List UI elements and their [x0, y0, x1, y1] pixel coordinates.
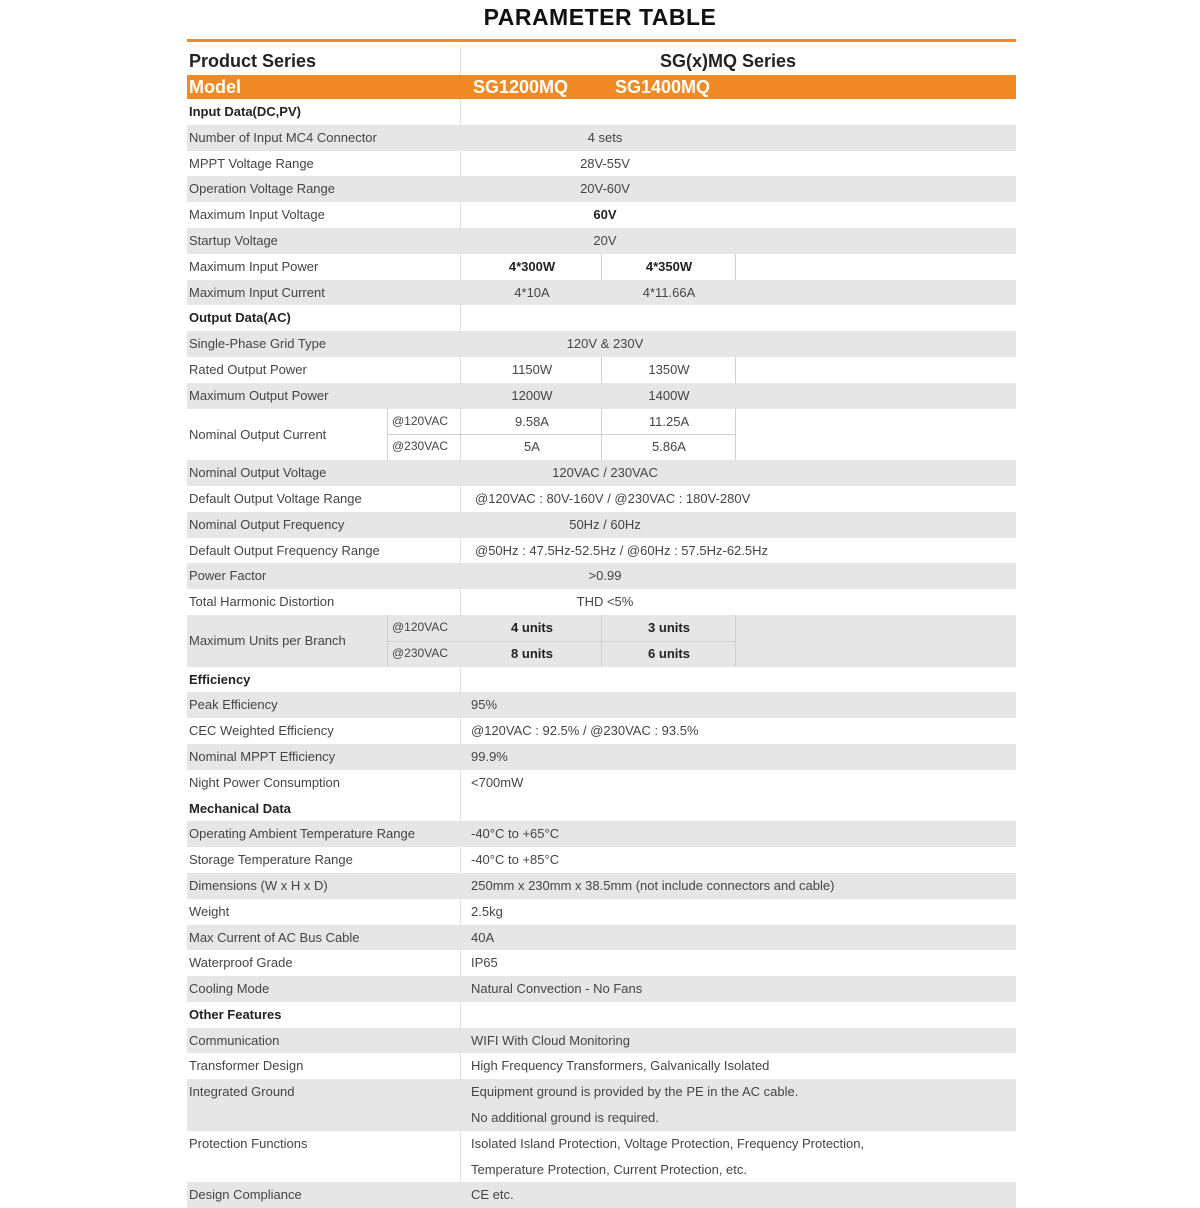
product-series-row — [187, 47, 1016, 75]
row-night-power-consumption: Night Power Consumption <700mW — [187, 770, 1016, 796]
row-total-harmonic-distortion: Total Harmonic Distortion THD <5% — [187, 589, 1016, 615]
row-rated-output-power: Rated Output Power 1150W 1350W — [187, 357, 1016, 383]
model-label: Model — [189, 77, 241, 97]
row-default-output-voltage-range: Default Output Voltage Range @120VAC : 80V-160V / @230VAC : 180V-280V — [187, 486, 1016, 512]
parameter-table — [187, 47, 1016, 1208]
model-sg1200mq: SG1200MQ — [473, 77, 569, 97]
section-input-header: Input Data(DC,PV) — [187, 99, 1016, 125]
row-dimensions: Dimensions (W x H x D) 250mm x 230mm x 38.5mm (not include connectors and cable) — [187, 873, 1016, 899]
row-power-factor: Power Factor >0.99 — [187, 563, 1016, 589]
row-ac-bus-cable: Max Current of AC Bus Cable 40A — [187, 925, 1016, 951]
row-transformer-design: Transformer Design High Frequency Transformers, Galvanically Isolated — [187, 1053, 1016, 1079]
product-series-value: SG(x)MQ Series — [660, 51, 797, 71]
row-operating-temperature: Operating Ambient Temperature Range -40°C to +65°C — [187, 821, 1016, 847]
row-nominal-output-frequency: Nominal Output Frequency 50Hz / 60Hz — [187, 512, 1016, 538]
row-waterproof-grade: Waterproof Grade IP65 — [187, 950, 1016, 976]
model-sg1400mq: SG1400MQ — [615, 77, 711, 97]
row-max-output-power: Maximum Output Power 1200W 1400W — [187, 383, 1016, 409]
row-max-input-current: Maximum Input Current 4*10A 4*11.66A — [187, 280, 1016, 306]
section-mechanical-header: Mechanical Data — [187, 796, 1016, 822]
row-integrated-ground: Integrated Ground Equipment ground is provided by the PE in the AC cable. No additional ground is required. — [187, 1079, 1016, 1131]
row-nominal-output-voltage: Nominal Output Voltage 120VAC / 230VAC — [187, 460, 1016, 486]
row-cec-weighted-efficiency: CEC Weighted Efficiency @120VAC : 92.5% / @230VAC : 93.5% — [187, 718, 1016, 744]
row-max-input-voltage: Maximum Input Voltage 60V — [187, 202, 1016, 228]
row-design-compliance: Design Compliance CE etc. — [187, 1182, 1016, 1208]
title-underline — [187, 39, 1016, 42]
row-default-output-frequency-range: Default Output Frequency Range @50Hz : 47.5Hz-52.5Hz / @60Hz : 57.5Hz-62.5Hz — [187, 538, 1016, 564]
row-mppt-voltage-range: MPPT Voltage Range 28V-55V — [187, 151, 1016, 177]
row-max-units-per-branch: Maximum Units per Branch @120VAC 4 units 3 units @230VAC 8 units 6 units — [187, 615, 1016, 667]
row-max-input-power: Maximum Input Power 4*300W 4*350W — [187, 254, 1016, 280]
product-series-label: Product Series — [189, 51, 317, 71]
model-row — [187, 75, 1016, 99]
row-communication: Communication WIFI With Cloud Monitoring — [187, 1028, 1016, 1054]
section-other-header: Other Features — [187, 1002, 1016, 1028]
row-weight: Weight 2.5kg — [187, 899, 1016, 925]
row-nominal-output-current: Nominal Output Current @120VAC 9.58A 11.25A @230VAC 5A 5.86A — [187, 409, 1016, 461]
row-nominal-mppt-efficiency: Nominal MPPT Efficiency 99.9% — [187, 744, 1016, 770]
row-operation-voltage-range: Operation Voltage Range 20V-60V — [187, 176, 1016, 202]
row-storage-temperature: Storage Temperature Range -40°C to +85°C — [187, 847, 1016, 873]
row-cooling-mode: Cooling Mode Natural Convection - No Fans — [187, 976, 1016, 1002]
section-efficiency-header: Efficiency — [187, 667, 1016, 693]
row-input-connectors: Number of Input MC4 Connector 4 sets — [187, 125, 1016, 151]
section-output-header: Output Data(AC) — [187, 305, 1016, 331]
row-grid-type: Single-Phase Grid Type 120V & 230V — [187, 331, 1016, 357]
page-title: PARAMETER TABLE — [483, 4, 717, 30]
row-peak-efficiency: Peak Efficiency 95% — [187, 692, 1016, 718]
row-startup-voltage: Startup Voltage 20V — [187, 228, 1016, 254]
row-protection-functions: Protection Functions Isolated Island Protection, Voltage Protection, Frequency Protection, Temperature Protection, Current Protection, etc. — [187, 1131, 1016, 1183]
